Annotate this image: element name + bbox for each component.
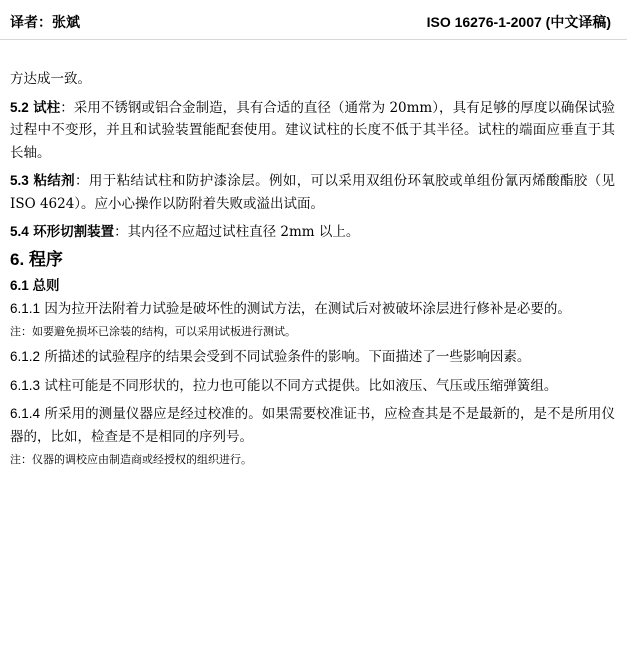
page-header [0, 0, 627, 40]
clause-6-1-1 [10, 298, 615, 321]
section-5-2-term: 试柱 [33, 99, 61, 116]
section-5-2 [10, 97, 615, 165]
heading-6-1-general: 6.1 总则 [10, 277, 60, 293]
note-1: 注：如要避免损坏已涂装的结构，可以采用试板进行测试。 [10, 325, 296, 338]
document-body [10, 68, 615, 474]
clause-6-1-3 [10, 375, 615, 398]
clause-6-1-3-number: 6.1.3 [10, 377, 41, 393]
note-2: 注：仪器的调校应由制造商或经授权的组织进行。 [10, 453, 252, 466]
clause-6-1-3-text: 试柱可能是不同形状的，拉力也可能以不同方式提供。比如液压、气压或压缩弹簧组。 [40, 377, 558, 394]
section-5-4-number: 5.4 [10, 224, 29, 239]
standard-title: ISO 16276-1-2007 (中文译稿) [426, 14, 611, 30]
section-5-3-term: 粘结剂 [33, 173, 76, 189]
clause-6-1-2-text: 所描述的试验程序的结果会受到不同试验条件的影响。下面描述了一些影响因素。 [40, 349, 531, 365]
intro-text: 方达成一致。 [10, 71, 91, 87]
section-5-4 [10, 221, 615, 244]
clause-6-1-2 [10, 346, 615, 369]
clause-6-1-4-number: 6.1.4 [10, 406, 41, 421]
section-5-4-term: 环形切割装置 [33, 224, 115, 240]
section-5-3-text: ：用于粘结试柱和防护漆涂层。例如，可以采用双组份环氧胶或单组份氰丙烯酸酯胶（见 ISO 4624）。应小心操作以防附着失败或溢出试面。 [10, 173, 616, 212]
section-5-3-number: 5.3 [10, 173, 29, 188]
translator-label: 译者：张斌 [10, 14, 80, 30]
clause-6-1-1-number: 6.1.1 [10, 300, 41, 316]
clause-6-1-4 [10, 403, 615, 448]
header-divider [0, 39, 627, 40]
clause-6-1-4-text: 所采用的测量仪器应是经过校准的。如果需要校准证书，应检查其是不是最新的，是不是所用仪器的，比如，检查是不是相同的序列号。 [10, 406, 615, 445]
heading-6-procedure: 6. 程序 [10, 249, 63, 269]
clause-6-1-2-number: 6.1.2 [10, 349, 41, 364]
section-5-3 [10, 170, 615, 215]
section-5-2-text: ：采用不锈钢或铝合金制造，具有合适的直径（通常为 20mm），具有足够的厚度以确保试验过程中不变形，并且和试验装置能配套使用。建议试柱的长度不低于其半径。试柱的端面应垂直于其长轴。 [10, 99, 616, 161]
clause-6-1-1-text: 因为拉开法附着力试验是破坏性的测试方法，在测试后对被破坏涂层进行修补是必要的。 [40, 300, 571, 317]
section-5-2-number: 5.2 [10, 99, 29, 115]
section-5-4-text: ：其内径不应超过试柱直径 2mm 以上。 [114, 224, 360, 240]
